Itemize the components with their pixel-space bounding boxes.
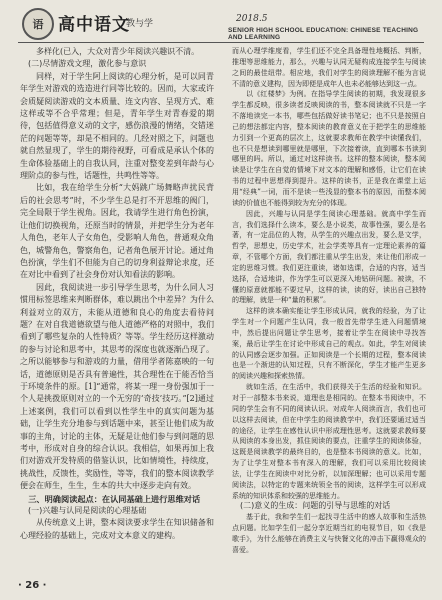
paragraph: 同样，对于学生阿上阅读的心理分析，是可以同青年学生对游戏的选造进行同等比较的。因而，大家或许会质疑阅读游戏的文本质量、连文内容、呈现方式、难这样或等不合乎常理；但是，青年学生对青春爱的期待，包括值得意义动的文字，感伤浪漫的情绪，交错迷茫的问题等等，却是不相同的。几经对照之下，问题也就自然显现了，学生的期待视野，可看成是承认个体的生命体验基础上的自我认同，注重对整变差到年龄与心理阶点的参与性，话题性，共鸣性等等。 — [20, 71, 214, 181]
paragraph: 从传统意义上讲，整本阅读要求学生在知识储备和心理经验的基础上，完成对文本意义的建构。 — [20, 518, 214, 540]
paragraph: 因此，兴趣与认同是学生阅读心理基础。就高中学生而言，我们选择什么读本，要么是小说类，故事性强，要么是名著，有一定品位的人物，从学生的兴趣点出发，要么是文学，哲学，思想史，历史学术，社会学类等具有一定理论素养的篇章，不管哪个方面，我们都注重从学生出发，来让他们形成一定的思维习惯。我们更注重读，诸如选课，合适的内容，适当选择，合适地讲，作为学生可以更深入地钻研问题。被读，不懂的原意就都能不要过早，这样的读，读的好，读出自己独特的理解，就是一种“量的积累”。 — [232, 209, 426, 305]
journal-title: 高中语文 — [58, 15, 130, 35]
paragraph: 以《红楼梦》为例。在指导学生阅读的初期，我发现很多学生都反映，很多读者反映阅读的书，整本阅读就不只是一字不落地读完一本书，哪些包括做好读书笔记；也不只是按照自己的想法都定内容，整本阅读的教育意义在于把学生的思维能力引到一个更高的层次上，这就要求教师在教学中读懂我们，也不只是想读到哪里就是哪里，下次接着读，直到哪本书读到哪里的吗。所以，通过对这样读书。这样的整本阅读，整本阅读是让学生在自觉的情境下对文本的理解和感悟，让它们在读书的过程中思想得到提升。这样的读书，正是我在课堂上运用“经典”一词，而不是读一些浅显的整本书的原因，而整本阅读的价值也不能得到较为充分的体现。 — [232, 90, 426, 207]
left-column — [20, 46, 214, 542]
paragraph: 基于此，我和学生们一起找寻生活中的感人故事和生活热点问题。比如学生们一起分享近期当红的电视节目，如《我是歌手》，为什么能够在消费主义与快餐文化的冲击下赢得观众的喜爱。 — [232, 513, 426, 554]
paragraph: 因此，我阅读进一步引导学生思考，为什么同人习惯用标签思维来判断群体，难以跳出个中差异？为什么利益对立的双方，未能从道德和良心的角度去看待问题？在对自我道德欲望与他人道德严格的对照中，我们看到了哪些复杂的人性特质？等等。学生经历这样激动的参与讨论和思考中，其思考的深度也就逐渐凸现了。之所以能够参与和游戏的力量，借用学者陈嘉映的一句话，道德原则是否具有普遍性，其合理性在于能否恰当于环境条件的原。[1]“通常，将某一理一身份强加于一个人是挑拨原则对立的一个无穷的‘奇技’技巧。”[2]通过上述案例，我们可以看到以性学生中的真实问题为基础，让学生充分地参与到话题中来，甚至让他们成为故事的主角，讨论的主体，无疑是让他们参与到问题的思考中，形成对自身的综合认识。我相信，如果再加上我们对游戏开发特质的借鉴认识，比如情境性，持续度，挑战性，反馈性，奖励性，等等，我们的整本阅读教学便会在师生，生生，生本的共大中逐步走向有效。 — [20, 282, 214, 491]
journal-subtitle: 教与学 — [126, 19, 154, 29]
issue-number: 2018.5 — [236, 14, 268, 24]
subsection-heading: (二)尽情游戏文理，激化参与意识 — [28, 59, 147, 69]
header-divider — [18, 42, 424, 43]
subsection-heading: (一)兴趣与认同是阅读的心理基础 — [28, 506, 147, 516]
paragraph: 就如生活，在生活中，我们获得关于生活的经验和知识。对于一部整本书来说，道理也是相同的。在整本书阅读中，不同的学生会有不同的阅读认识。对成年人阅读而言，我们也可以这样去阅读，但在中学生的阅读教学中，我们还要通过适当的途径，让学生在感性认识中形成理性思考。这就要求教师要从阅读的本身出发，抓住阅读的要点，注重学生的阅读体验，这既是阅读教学的最终目的，也是整本书阅读的意义。比如，为了让学生对整本书有深入的理解，我们可以采用比较阅读法，让学生在阅读中对比分析，以加深理解；也可以采用专题阅读法，以特定的专题来统领全书的阅读，这样学生可以形成系统的知识体系和较强的思维能力。 — [232, 383, 426, 500]
subsection-heading: (二)意义的生成：问题的引导与思维的对话 — [240, 501, 391, 511]
paragraph: 这样的读本确实能让学生形成认同，就我的经验，为了让学生对一个问题产生认同，我一般首先带学生进入问题情境中，然后提出问题让学生思考，接着让学生在阅读中寻找答案，最后让学生在讨论中形成自己的观点。如此，学生对阅读的认同感会逐步加强。正如阅读是一个长期的过程，整本阅读也是一个渐进的认知过程，只有不断深化，学生才能产生更多的阅读兴趣和探索热情。 — [232, 307, 426, 381]
journal-logo: 语 — [22, 8, 54, 40]
section-heading: 三、明确阅读起点：在认同基础上进行思维对话 — [28, 493, 201, 504]
page-header — [18, 6, 428, 46]
right-column — [232, 46, 426, 556]
paragraph: 比如，我在给学生分析“大妈跳广场舞略声扰民背后的社会思考”时，不少学生总是打不开思维的阀门，完全局限于学生视角。因此，我请学生进行角色扮演，让他们切换视角，还原当时的情景，并把学生分为老年人角色，老年人子女角色，受影响人角色，普通观众角色，城警角色，警察角色，记者角色展开讨论。通过角色扮演，学生们不但能为自己的切身利益辩论求度，还在对比中看到了社会身份对认知看法的影响。 — [20, 183, 214, 280]
journal-english-title: SENIOR HIGH SCHOOL EDUCATION: CHINESE TEACHING AND LEARNING — [228, 27, 419, 41]
page-number: · 26 · — [18, 580, 47, 591]
paragraph: 多样化(已入，大众对青少年阅读兴趣识不清。 — [36, 47, 200, 56]
paragraph: 而从心理学维度看，学生们还不完全具备理性地概括、判断，推理等思维能力，那么，兴趣与认同无疑构成连接学生与阅读之间的最佳纽带。相应地，我们对学生的阅读理解不能为言说不清的意义建构，因为即便是成年人也未必能够达到这一点。 — [232, 47, 426, 88]
